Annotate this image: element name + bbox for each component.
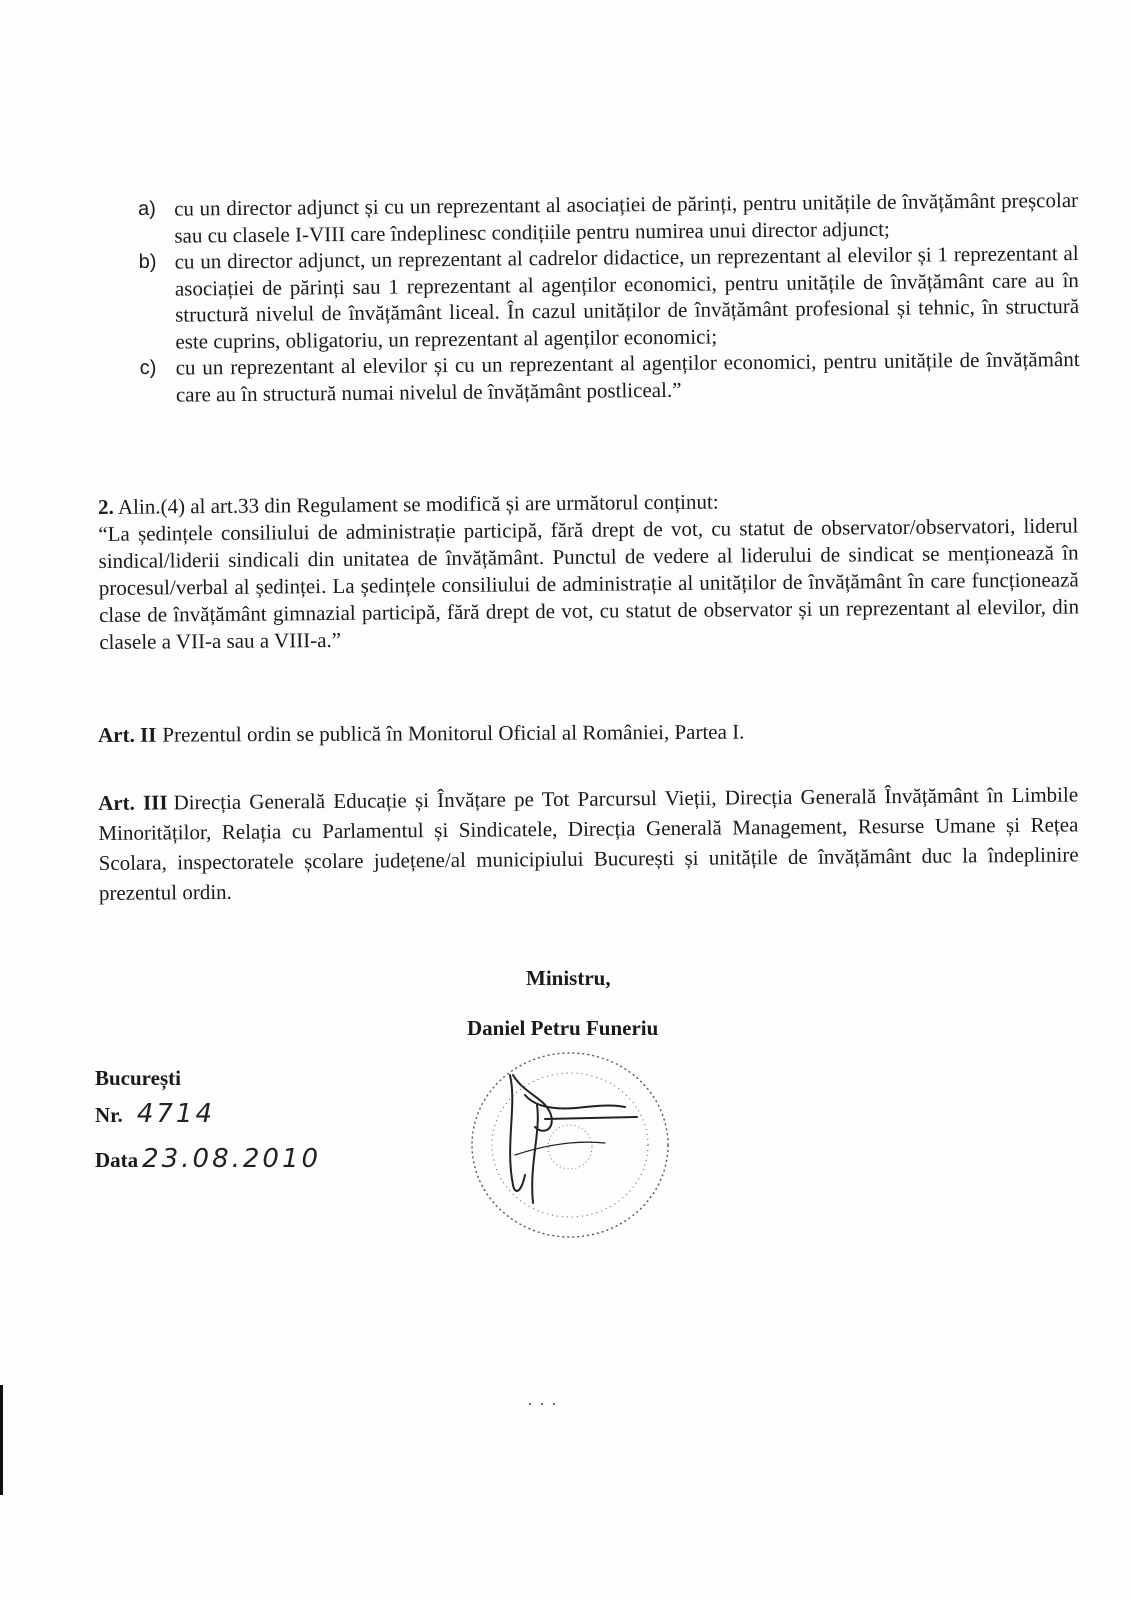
number-line xyxy=(95,1099,321,1132)
amendment-heading-text: Alin.(4) al art.33 din Regulament se modifică și are următorul conținut: xyxy=(117,489,719,519)
minister-title: Ministru, xyxy=(526,966,611,990)
list-item xyxy=(139,240,1080,355)
stamp-seal xyxy=(472,1053,668,1237)
order-number: 4714 xyxy=(136,1099,215,1129)
footer-dots: . . . xyxy=(528,1392,558,1409)
stamp-graphic xyxy=(455,1035,685,1250)
date-label: Data xyxy=(95,1148,139,1172)
city: București xyxy=(95,1066,181,1090)
minister-name: Daniel Petru Funeriu xyxy=(467,1016,659,1040)
list-item xyxy=(138,187,1078,249)
composition-list xyxy=(138,187,1080,408)
list-marker: b) xyxy=(138,250,157,273)
list-item-text: cu un director adjunct, un reprezentant al cadrelor didactice, un reprezentant al elevilor și 1 reprezentant al asociației de părinți sau 1 reprezentant al agenților economici, pentru unitățile de învățământ care au în structură nivelul de învățământ liceal. În cazul unităților de învățământ profesional și tehnic, în structură este cuprins, obligatoriu, un reprezentant al agenților economici; xyxy=(174,240,1080,354)
article-3 xyxy=(98,779,1079,908)
signature-graphic xyxy=(510,1075,637,1203)
list-marker: a) xyxy=(138,197,157,220)
article-2 xyxy=(98,717,1078,749)
article-2-text: Prezentul ordin se publică în Monitorul Oficial al României, Partea I. xyxy=(162,719,745,747)
list-item-text: cu un director adjunct și cu un reprezentant al asociației de părinți, pentru unitățile de învățământ preșcolar sau cu clasele I-VIII care îndeplinesc condițiile pentru numirea unui director adjunct; xyxy=(174,187,1079,248)
date-line xyxy=(95,1144,321,1177)
amendment-section xyxy=(98,485,1079,656)
place-date-block xyxy=(95,1066,321,1177)
article-3-text: Direcția Generală Educație și Învățare pe Tot Parcursul Vieții, Direcția Generală Învățământ în Limbile Minorităților, Relația cu Parlamentul și Sindicatele, Direcția Generală Management, Resurse Umane și Rețea Scolara, inspectoratele școlare județene/al municipiului București și unitățile de învățământ duc la îndeplinire prezentul ordin. xyxy=(98,782,1079,905)
official-stamp xyxy=(455,1035,685,1250)
number-label: Nr. xyxy=(95,1103,123,1127)
list-item-text: cu un reprezentant al elevilor și cu un reprezentant al agenților economici, pentru unitățile de învățământ care au în structură numai nivelul de învățământ postliceal.” xyxy=(175,346,1080,407)
scan-edge-mark xyxy=(0,1385,3,1495)
list-item xyxy=(140,346,1080,408)
amendment-body: “La ședințele consiliului de administrație participă, fără drept de vot, cu statut de observator/observatori, liderul sindical/liderii sindicali din unitatea de învățământ. Punctul de vedere al liderului de sindicat se menționează în procesul/verbal al ședinței. La ședințele consiliului de administrație al unităților de învățământ în care funcționează clase de învățământ gimnazial participă, fără drept de vot, cu statut de observator și un reprezentant al elevilor, din clasele a VII-a sau a VIII-a.” xyxy=(98,513,1080,654)
city-line xyxy=(95,1066,321,1099)
order-date: 23.08.2010 xyxy=(142,1144,322,1174)
list-marker: c) xyxy=(139,356,157,379)
article-3-label: Art. III xyxy=(98,790,168,815)
article-2-label: Art. II xyxy=(98,722,157,747)
amendment-number: 2. xyxy=(98,494,114,519)
